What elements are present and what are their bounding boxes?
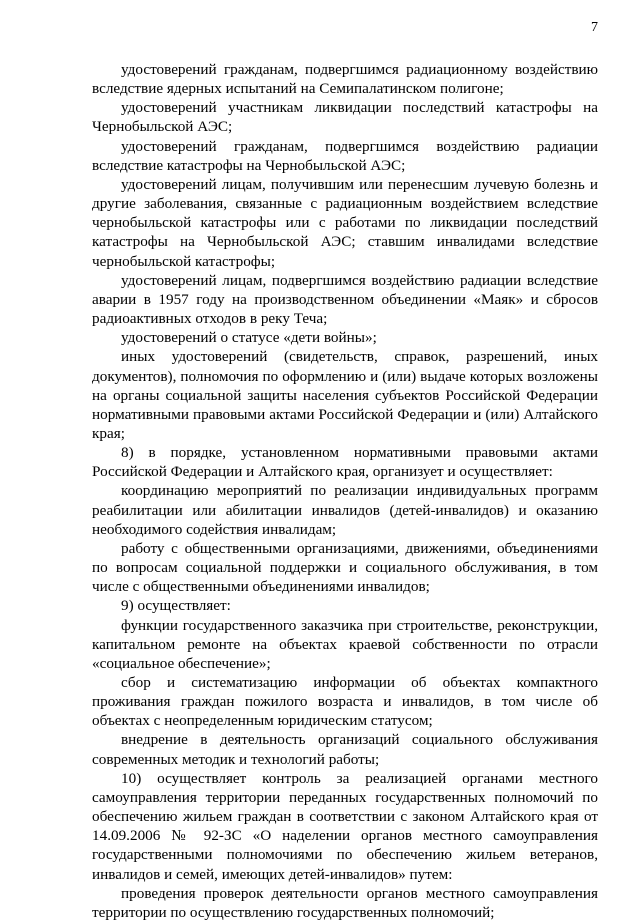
paragraph: 8) в порядке, установленном нормативными правовыми актами Российской Федерации и Алтайского края, организует и осуществляет: <box>92 444 598 481</box>
paragraph: координацию мероприятий по реализации индивидуальных программ реабилитации или абилитации инвалидов (детей-инвалидов) и оказанию необходимого содействия инвалидам; <box>92 482 598 538</box>
paragraph: функции государственного заказчика при строительстве, реконструкции, капитальном ремонте на объектах краевой собственности по отрасли «социальное обеспечение»; <box>92 616 598 672</box>
paragraph: удостоверений гражданам, подвергшимся воздействию радиации вследствие катастрофы на Чернобыльской АЭС; <box>92 137 598 174</box>
paragraph: удостоверений о статусе «дети войны»; <box>121 329 377 347</box>
paragraph: удостоверений лицам, получившим или перенесшим лучевую болезнь и другие заболевания, связанные с радиационным воздействием вследствие чернобыльской катастрофы или с работами по ликвидации последствий катастрофы на Чернобыльской АЭС; ставшим инвалидами вследствие чернобыльской катастрофы; <box>92 175 598 270</box>
paragraph: работу с общественными организациями, движениями, объединениями по вопросам социальной поддержки и социального обслуживания, в том числе с общественными объединениями инвалидов; <box>92 539 598 596</box>
paragraph: проведения проверок деятельности органов местного самоуправления территории по осуществлению государственных полномочий; <box>92 884 598 921</box>
paragraph: 10) осуществляет контроль за реализацией органами местного самоуправления территории переданных государственных полномочий по обеспечению жильем граждан в соответствии с законом Алтайского края от 14.09.2006 № 92-ЗС «О наделении органов местного самоуправления государственными полномочиями по обеспечению жильем ветеранов, инвалидов и семей, имеющих детей-инвалидов» путем: <box>92 769 598 883</box>
paragraph: удостоверений участникам ликвидации последствий катастрофы на Чернобыльской АЭС; <box>92 99 598 136</box>
paragraph: удостоверений лицам, подвергшимся воздействию радиации вследствие аварии в 1957 году на производственном объединении «Маяк» и сбросов радиоактивных отходов в реку Теча; <box>92 271 598 328</box>
paragraph: 9) осуществляет: <box>121 597 231 615</box>
paragraph: внедрение в деятельность организаций социального обслуживания современных методик и технологий работы; <box>92 731 598 768</box>
page-number: 7 <box>591 20 598 35</box>
paragraph: иных удостоверений (свидетельств, справок, разрешений, иных документов), полномочия по оформлению и (или) выдаче которых возложены на органы социальной защиты населения субъектов Российской Федерации нормативными правовыми актами Российской Федерации и (или) Алтайского края; <box>92 348 598 442</box>
paragraph: удостоверений гражданам, подвергшимся радиационному воздействию вследствие ядерных испытаний на Семипалатинском полигоне; <box>92 61 598 98</box>
paragraph: сбор и систематизацию информации об объектах компактного проживания граждан пожилого возраста и инвалидов, в том числе об объектах с неопределенным юридическим статусом; <box>92 674 598 730</box>
document-body <box>92 60 598 922</box>
